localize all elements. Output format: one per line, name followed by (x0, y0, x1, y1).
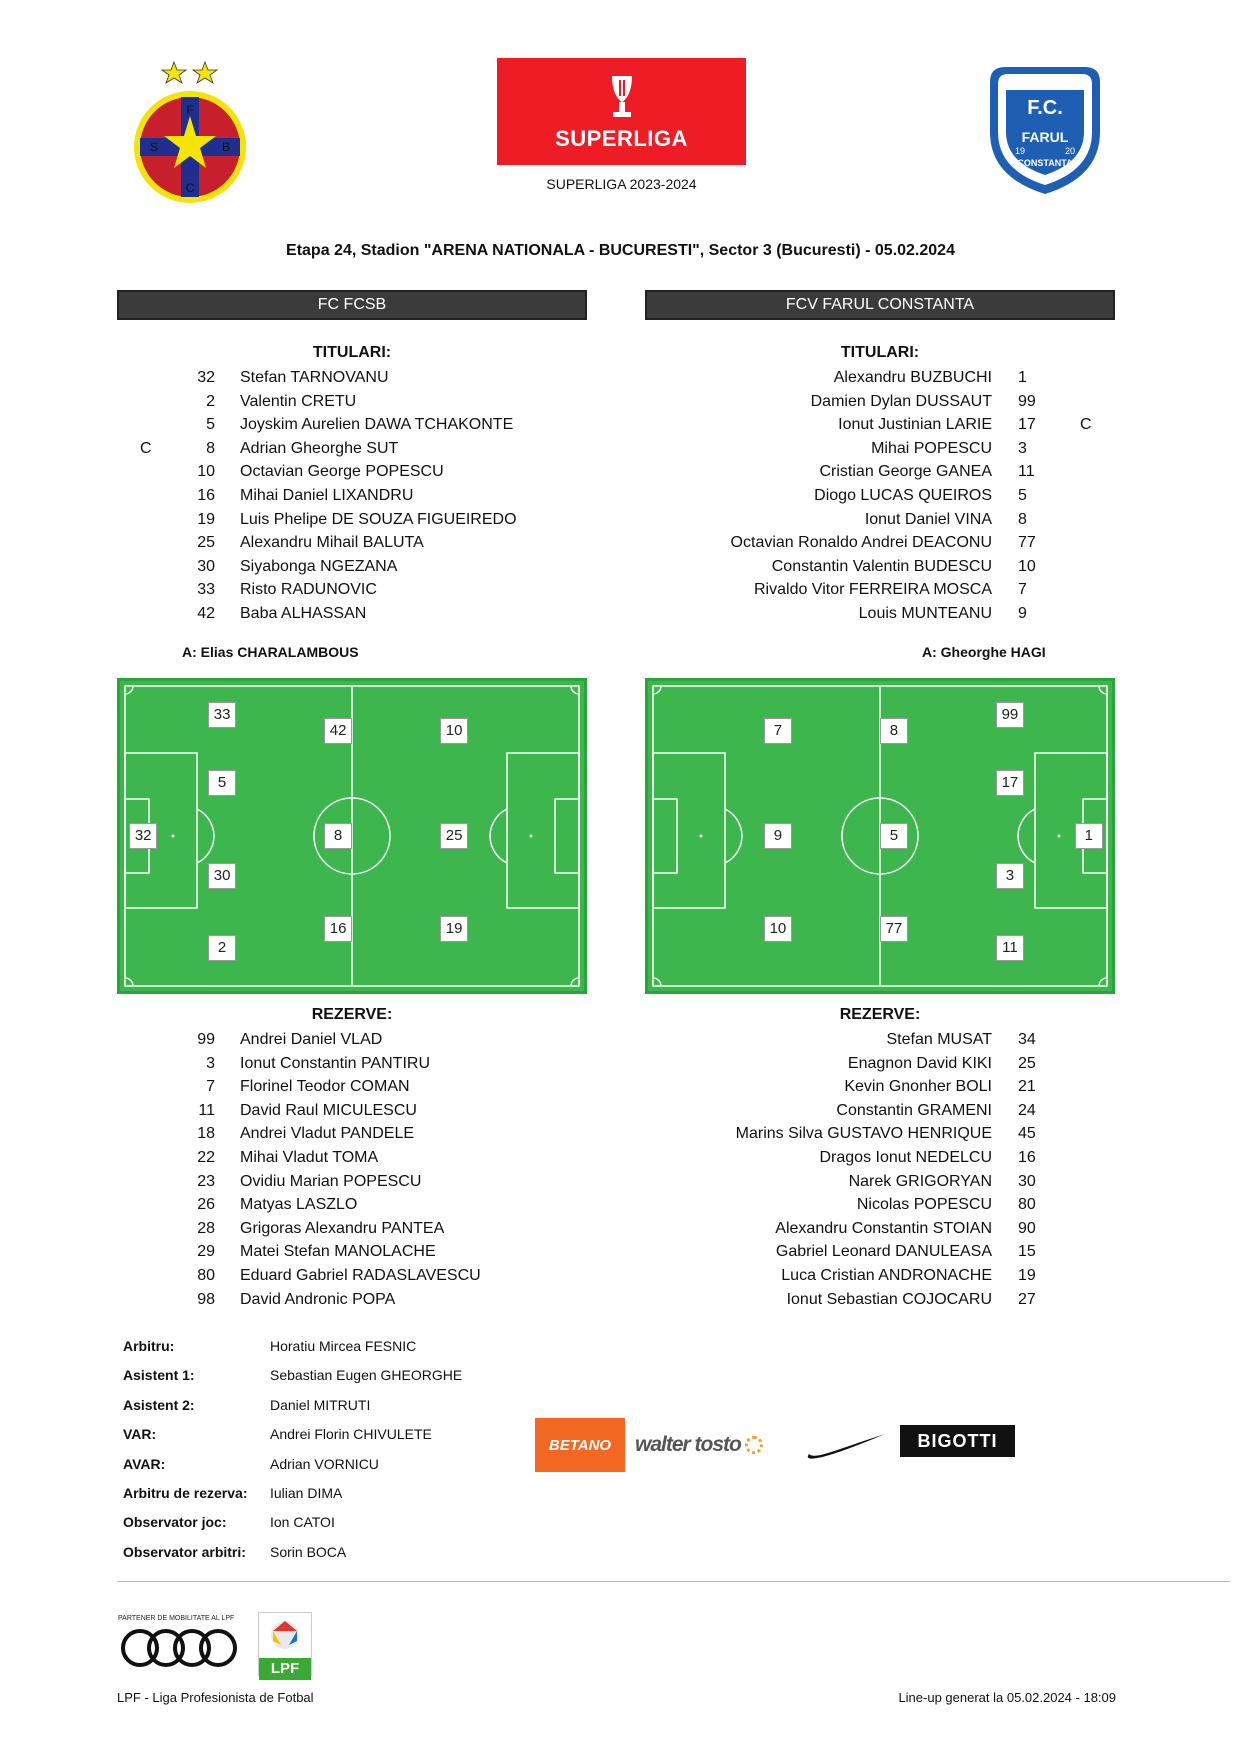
player-number: 11 (1018, 463, 1035, 481)
player-number: 16 (197, 487, 215, 504)
player-number: 25 (1018, 1054, 1036, 1072)
player-name: Risto RADUNOVIC (240, 581, 377, 599)
farul-city-text: CONSTANTA (1017, 158, 1073, 168)
pitch-player-marker: 25 (440, 823, 468, 849)
player-number: 8 (1018, 510, 1027, 528)
player-name: Luis Phelipe DE SOUZA FIGUEIREDO (240, 510, 517, 528)
player-name: Luca Cristian ANDRONACHE (781, 1267, 992, 1284)
pitch-player-marker: 30 (208, 863, 236, 889)
player-number: 2 (206, 392, 215, 410)
player-name: Marins Silva GUSTAVO HENRIQUE (735, 1125, 992, 1143)
pitch-player-marker: 2 (208, 935, 236, 961)
player-name: Rivaldo Vitor FERREIRA MOSCA (754, 581, 992, 599)
player-number: 99 (1018, 392, 1036, 410)
official-role: Arbitru: (123, 1338, 175, 1354)
player-name: Stefan TARNOVANU (240, 369, 389, 386)
betano-wordmark: BETANO (548, 1436, 612, 1454)
pitch-player-marker: 7 (764, 718, 792, 744)
farul-crest-icon (980, 62, 1110, 202)
player-number: 25 (197, 534, 215, 552)
player-number: 26 (197, 1196, 215, 1214)
player-number: 30 (1018, 1172, 1036, 1190)
player-number: 5 (206, 416, 215, 434)
player-number: 80 (197, 1267, 215, 1284)
nike-logo (805, 1418, 887, 1472)
pitch-player-marker: 42 (324, 718, 352, 744)
player-number: 10 (1018, 557, 1036, 575)
pitch-player-marker: 10 (440, 718, 468, 744)
player-name: Andrei Daniel VLAD (240, 1031, 383, 1048)
player-number: 7 (1018, 581, 1027, 599)
home-subs-title: REZERVE: (311, 1006, 393, 1023)
farul-name-text: FARUL (1021, 129, 1069, 145)
superliga-wordmark: SUPERLIGA (555, 125, 688, 151)
player-name: Siyabonga NGEZANA (240, 557, 398, 575)
player-number: 19 (197, 510, 215, 528)
ball-icon (259, 1613, 311, 1653)
player-name: Stefan MUSAT (886, 1031, 992, 1048)
player-name: Mihai POPESCU (871, 439, 992, 457)
official-name: Ion CATOI (270, 1514, 335, 1531)
official-role: AVAR: (123, 1455, 166, 1472)
official-name: Sorin BOCA (270, 1543, 347, 1560)
player-name: Mihai Daniel LIXANDRU (240, 487, 414, 504)
home-starters-title: TITULARI: (312, 344, 392, 361)
pitch-player-marker: 11 (996, 935, 1024, 961)
player-number: 98 (197, 1290, 215, 1308)
player-name: Alexandru Constantin STOIAN (775, 1219, 992, 1237)
player-name: Eduard Gabriel RADASLAVESCU (240, 1267, 481, 1284)
player-name: Constantin GRAMENI (836, 1101, 992, 1119)
official-name: Horatiu Mircea FESNIC (270, 1338, 417, 1354)
official-role: Observator joc: (123, 1514, 227, 1531)
player-number: 3 (1018, 439, 1027, 457)
away-starters-title: TITULARI: (840, 344, 920, 361)
pitch-player-marker: 10 (764, 916, 792, 942)
player-number: 1 (1018, 369, 1027, 386)
official-role: Asistent 1: (123, 1367, 195, 1384)
audi-caption: PARTENER DE MOBILITATE AL LPF (118, 1615, 235, 1622)
official-role: Arbitru de rezerva: (123, 1485, 248, 1501)
lpf-badge-text: LPF (259, 1658, 311, 1680)
player-name: Diogo LUCAS QUEIROS (814, 487, 992, 504)
match-info: Etapa 24, Stadion "ARENA NATIONALA - BUCURESTI", Sector 3 (Bucuresti) - 05.02.2024 (286, 242, 955, 259)
footer-left: LPF - Liga Profesionista de Fotbal (117, 1690, 314, 1705)
player-number: 99 (197, 1031, 215, 1048)
player-number: 17 (1018, 416, 1036, 434)
pitch-player-marker: 9 (764, 823, 792, 849)
player-number: 18 (197, 1125, 215, 1143)
player-number: 22 (197, 1149, 215, 1166)
official-name: Daniel MITRUTI (270, 1396, 371, 1413)
home-coach: A: Elias CHARALAMBOUS (182, 644, 359, 660)
captain-marker: C (1080, 416, 1092, 434)
player-name: David Raul MICULESCU (240, 1101, 417, 1119)
player-name: Alexandru BUZBUCHI (833, 369, 992, 386)
player-name: Ionut Daniel VINA (864, 510, 992, 528)
player-name: Andrei Vladut PANDELE (240, 1125, 415, 1143)
player-name: Joyskim Aurelien DAWA TCHAKONTE (240, 416, 514, 434)
away-formation-pitch (645, 678, 1115, 994)
player-name: Matei Stefan MANOLACHE (240, 1243, 436, 1261)
away-crest (980, 62, 1110, 202)
player-number: 28 (197, 1219, 215, 1237)
pitch-player-marker: 5 (208, 770, 236, 796)
walter-tosto-logo (635, 1418, 795, 1472)
official-name: Iulian DIMA (270, 1485, 343, 1501)
player-number: 23 (197, 1172, 215, 1190)
audi-rings-icon (118, 1622, 244, 1668)
pitch-player-marker: 8 (324, 823, 352, 849)
official-name: Andrei Florin CHIVULETE (270, 1426, 432, 1443)
home-crest (130, 56, 250, 206)
player-name: Louis MUNTEANU (858, 605, 992, 622)
crest-letter-f: F (186, 103, 194, 117)
player-name: Narek GRIGORYAN (848, 1172, 992, 1190)
pitch-player-marker: 3 (996, 863, 1024, 889)
player-name: Nicolas POPESCU (856, 1196, 992, 1214)
player-number: 42 (197, 605, 215, 622)
farul-fc-text: F.C. (1027, 97, 1063, 119)
player-number: 77 (1018, 534, 1036, 552)
player-name: Mihai Vladut TOMA (240, 1149, 379, 1166)
crest-letter-s: S (149, 140, 159, 154)
player-name: Ionut Justinian LARIE (838, 416, 992, 434)
player-name: Valentin CRETU (240, 392, 357, 410)
footer-right: Line-up generat la 05.02.2024 - 18:09 (898, 1690, 1116, 1705)
player-number: 15 (1018, 1243, 1036, 1261)
player-number: 19 (1018, 1267, 1036, 1284)
player-name: Florinel Teodor COMAN (240, 1078, 410, 1096)
player-number: 24 (1018, 1101, 1036, 1119)
player-name: Cristian George GANEA (819, 463, 992, 481)
player-name: Kevin Gnonher BOLI (844, 1078, 992, 1096)
player-number: 21 (1018, 1078, 1036, 1096)
crest-letter-c: C (185, 181, 195, 195)
player-name: Adrian Gheorghe SUT (240, 439, 399, 457)
trophy-icon (602, 72, 642, 122)
away-team-bar: FCV FARUL CONSTANTA (645, 290, 1115, 320)
player-number: 8 (206, 439, 215, 457)
player-number: 5 (1018, 487, 1027, 504)
player-name: Gabriel Leonard DANULEASA (775, 1243, 992, 1261)
captain-marker: C (140, 439, 152, 457)
pitch-player-marker: 99 (996, 702, 1024, 728)
nike-swoosh-icon (805, 1428, 887, 1462)
player-number: 90 (1018, 1219, 1036, 1237)
pitch-player-marker: 77 (880, 916, 908, 942)
player-name: Matyas LASZLO (240, 1196, 358, 1214)
official-role: Observator arbitri: (123, 1543, 246, 1560)
player-number: 29 (197, 1243, 215, 1261)
player-number: 80 (1018, 1196, 1036, 1214)
player-name: Dragos Ionut NEDELCU (819, 1149, 992, 1166)
official-role: VAR: (123, 1426, 157, 1443)
player-name: Octavian Ronaldo Andrei DEACONU (730, 534, 992, 552)
official-name: Sebastian Eugen GHEORGHE (270, 1367, 463, 1384)
player-name: Ionut Constantin PANTIRU (240, 1054, 431, 1072)
pitch-player-marker: 8 (880, 718, 908, 744)
season-label: SUPERLIGA 2023-2024 (546, 176, 697, 192)
player-number: 34 (1018, 1031, 1036, 1048)
player-name: David Andronic POPA (240, 1290, 396, 1308)
gear-icon (745, 1436, 763, 1454)
bigotti-wordmark: BIGOTTI (917, 1430, 998, 1451)
player-name: Enagnon David KIKI (847, 1054, 992, 1072)
fcsb-crest-icon (130, 56, 250, 206)
player-name: Ionut Sebastian COJOCARU (786, 1290, 992, 1308)
player-name: Constantin Valentin BUDESCU (771, 557, 992, 575)
player-number: 27 (1018, 1290, 1036, 1308)
player-number: 32 (197, 369, 215, 386)
player-number: 7 (206, 1078, 215, 1096)
walter-tosto-wordmark: walter tosto (635, 1433, 741, 1456)
player-name: Damien Dylan DUSSAUT (810, 392, 992, 410)
pitch-player-marker: 19 (440, 916, 468, 942)
pitch-player-marker: 1 (1075, 823, 1103, 849)
player-name: Baba ALHASSAN (240, 605, 367, 622)
player-name: Octavian George POPESCU (240, 463, 444, 481)
player-name: Alexandru Mihail BALUTA (240, 534, 424, 552)
home-formation-pitch (117, 678, 587, 994)
pitch-player-marker: 5 (880, 823, 908, 849)
pitch-player-marker: 17 (996, 770, 1024, 796)
superliga-logo (497, 58, 746, 165)
bigotti-logo (900, 1425, 1015, 1457)
pitch-player-marker: 16 (324, 916, 352, 942)
player-number: 16 (1018, 1149, 1036, 1166)
official-role: Asistent 2: (123, 1396, 195, 1413)
lpf-logo (258, 1612, 312, 1676)
player-number: 9 (1018, 605, 1027, 622)
away-coach: A: Gheorghe HAGI (922, 644, 1046, 660)
crest-letter-b: B (221, 140, 231, 154)
farul-year-19: 19 (1014, 146, 1026, 156)
player-name: Grigoras Alexandru PANTEA (240, 1219, 445, 1237)
player-number: 11 (198, 1101, 215, 1119)
audi-partner-logo (118, 1615, 244, 1675)
player-number: 3 (206, 1054, 215, 1072)
home-team-bar: FC FCSB (117, 290, 587, 320)
player-number: 45 (1018, 1125, 1036, 1143)
official-name: Adrian VORNICU (270, 1455, 379, 1472)
player-name: Ovidiu Marian POPESCU (240, 1172, 422, 1190)
player-number: 30 (197, 557, 215, 575)
player-number: 10 (197, 463, 215, 481)
footer-divider (117, 1581, 1230, 1582)
farul-year-20: 20 (1064, 146, 1076, 156)
away-subs-title: REZERVE: (839, 1006, 921, 1023)
pitch-player-marker: 32 (129, 823, 157, 849)
player-number: 33 (197, 581, 215, 599)
betano-logo (535, 1418, 625, 1472)
pitch-player-marker: 33 (208, 702, 236, 728)
